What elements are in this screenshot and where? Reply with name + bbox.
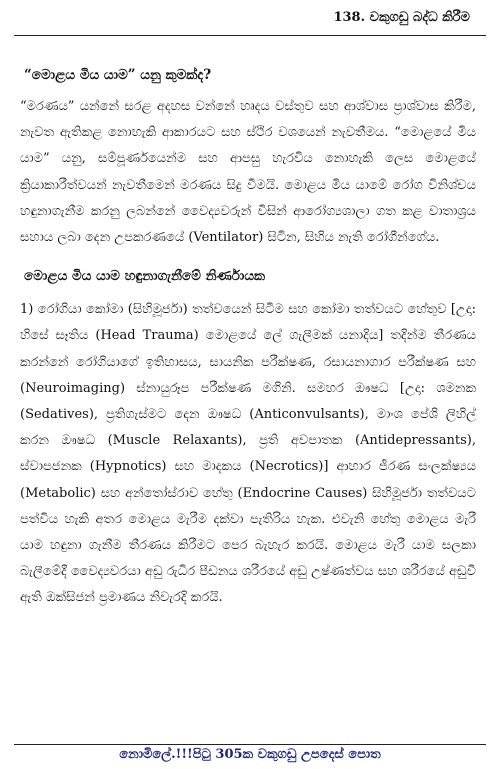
header-divider xyxy=(14,35,486,36)
page-footer: නොමිලේ.!!!පිටු 305ක වකුගඩු උපදෙස් පොත xyxy=(119,747,381,762)
page-header: 138. වකුගඩු බද්ධ කිරීම xyxy=(333,10,470,25)
section-heading-brain-death: “මොළය මිය යාම” යනු කුමක්ද? xyxy=(24,67,212,83)
paragraph-criteria: 1) රෝගියා කෝමා (සිහිමූර්ජා) තත්වයෙන් සිටීම සහ කෝමා තත්වයට හේතුව [උදා: හිසේ සෑතිය (Head Trauma) මොළයේ ලේ ගැලීමක් යනාදිය] තදින්ම තීරණය කරන්නේ රෝගියාගේ ඉතිහාසය, සායනික පරීක්ෂණ, රසායනාගාර පරීක්ෂණ සහ (Neuroimaging) ස්නායුරූප පරීක්ෂණ මගිනි. සමහර ඖෂධ [උදා: ශමනක (Sedatives), ප්‍රතිගැස්මට දෙන ඖෂධ (Anticonvulsants), මාංශ පේශි ලිහිල් කරන ඖෂධ (Muscle Relaxants), ප්‍රති අවපාතක (Antidepressants), ස්වාපජනක (Hypnotics) සහ මාදකය (Necrotics)] ආහාර ජීරණ සංලක්ෂ්‍යය (Metabolic) සහ අන්තෝස්රාව හේතු (Endocrine Causes) සිහිමූර්ජා තත්වයට පත්විය හැකි අතර මොළය මැරීම දක්වා පැතිරිය හැක. එවැනි හේතු මොළය මැරී යාම හඳුනා ගැනීම තීරණය කිරීමට පෙර බැහැර කරයි. මොළය මැරී යාම සලකා බැලීමේදී වෛද්‍යවරයා අඩු රුධිර පීඩනය ශරීරයේ අඩු උෂ්ණත්වය සහ ශරීරයේ අඩුවී ඇති ඔක්සිජන් ප්‍රමාණය නිවැරදි කරයි. xyxy=(20,302,476,606)
paragraph-definition: “මරණය” යන්නේ සරළ අදහස වන්නේ හෘදය වස්තුව සහ ආශ්වාස ප්‍රාශ්වාස කිරීම, නැවත ඇතිකළ නොහැකි ආකාරයට සහ ස්ථිර වශයෙන් නැවතීමය. “මොළයේ මිය යාම” යනු, සම්පූර්ණයෙන්ම සහ ආපසු හැරවිය නොහැකි ලෙස මොළයේ ක්‍රියාකාරීත්වයන් නැවතීමෙන් මරණය සිදු වීමයි. මොළය මිය යාමේ රෝග විනිශ්චය හඳුනාගැනීම කරනු ලබන්නේ වෛද්‍යවරුන් විසින් ආරෝග්‍යශාලා ගත කළ වාතාශ්‍රය සහාය ලබා දෙන උපකරණයේ (Ventilator) සිටින, සිහිය නැති රෝගීන්ගේය. xyxy=(20,99,476,246)
document-body xyxy=(20,62,476,624)
footer-divider xyxy=(14,744,486,745)
section-heading-criteria: මොළය මිය යාම හඳුනාගැනීමේ නිර්ණායක xyxy=(24,268,265,285)
